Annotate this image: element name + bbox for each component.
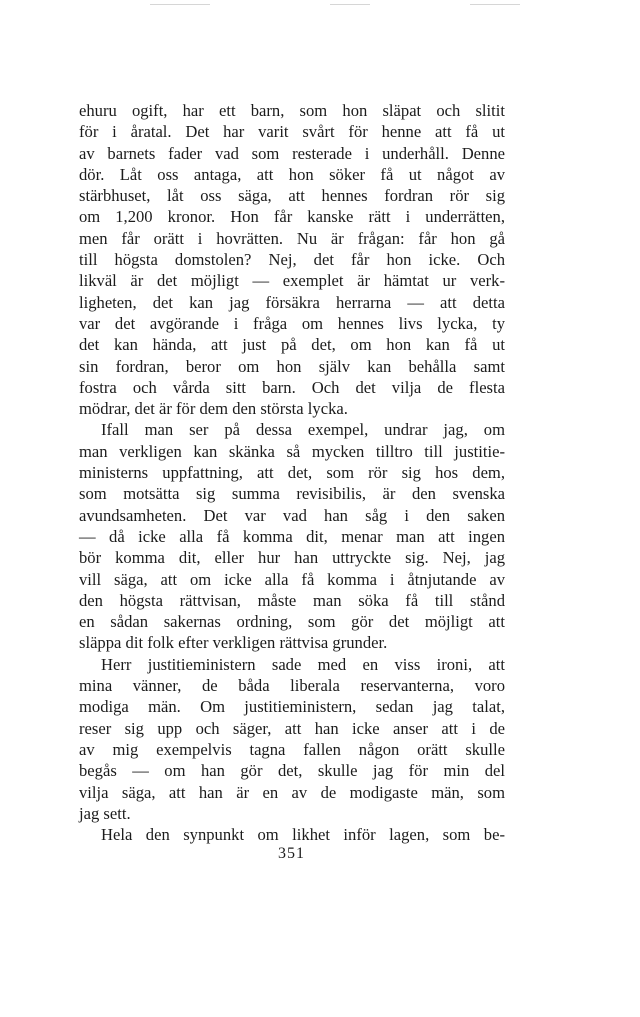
text-line: Ifall man ser på dessa exempel, undrar jag, om [101,420,505,440]
text-line: modiga män. Om justitieministern, sedan jag talat, [79,697,505,717]
text-line: av mig exempelvis tagna fallen någon orätt skulle [79,739,505,759]
text-line: — då icke alla få komma dit, menar man att ingen [79,526,505,546]
text-line: ehuru ogift, har ett barn, som hon släpat och slitit [79,101,505,120]
text-line: man verkligen kan skänka så mycken tilltro till justitie- [79,441,505,461]
text-line: men får orätt i hovrätten. Nu är frågan: får hon gå [79,228,505,248]
page-number: 351 [278,845,305,862]
text-line: avundsamheten. Det var vad han såg i den saken [79,505,505,525]
text-line: reser sig upp och säger, att han icke anser att i de [79,718,505,738]
text-line: stärbhuset, låt oss säga, att hennes fordran rör sig [79,186,505,206]
text-line: till högsta domstolen? Nej, det får hon icke. Och [79,250,505,270]
scan-edge-mark [150,4,210,5]
text-line: Herr justitieministern sade med en viss ironi, att [101,654,505,674]
text-line: för i åratal. Det har varit svårt för henne att få ut [79,122,505,142]
text-line: en sådan sakernas ordning, som gör det möjligt att [79,612,505,632]
text-line: bör komma dit, eller hur han uttryckte sig. Nej, jag [79,548,505,568]
text-line: ligheten, det kan jag försäkra herrarna — att detta [79,292,505,312]
text-line: sin fordran, beror om hon själv kan behålla samt [79,356,505,376]
text-line: dör. Låt oss antaga, att hon söker få ut något av [79,164,505,184]
text-line: vill säga, att om icke alla få komma i åtnjutande av [79,569,505,589]
text-line: släppa dit folk efter verkligen rättvisa grunder. [79,633,388,653]
text-line: begås — om han gör det, skulle jag för min del [79,761,505,781]
text-line: fostra och vårda sitt barn. Och det vilja de flesta [79,377,505,397]
text-line: det kan hända, att just på det, om hon kan få ut [79,335,505,355]
text-line: likväl är det möjligt — exemplet är hämtat ur verk- [79,271,505,291]
text-line: jag sett. [79,803,131,823]
text-line: den högsta rättvisan, måste man söka få till stånd [79,590,505,610]
text-line: som motsätta sig summa revisibilis, är den svenska [79,484,505,504]
body-text [79,100,505,845]
text-line: ministerns uppfattning, att det, som rör sig hos dem, [79,463,505,483]
scan-edge-mark [470,4,520,5]
text-line: av barnets fader vad som resterade i underhåll. Denne [79,143,505,163]
text-line: mina vänner, de båda liberala reservanterna, voro [79,676,505,696]
text-line: var det avgörande i fråga om hennes livs lycka, ty [79,313,505,333]
text-line: om 1,200 kronor. Hon får kanske rätt i underrätten, [79,207,505,227]
scan-edge-mark [330,4,370,5]
text-line: mödrar, det är för dem den största lycka. [79,399,348,419]
text-line: vilja säga, att han är en av de modigaste män, som [79,782,505,802]
text-line: Hela den synpunkt om likhet inför lagen, som be- [101,825,505,845]
